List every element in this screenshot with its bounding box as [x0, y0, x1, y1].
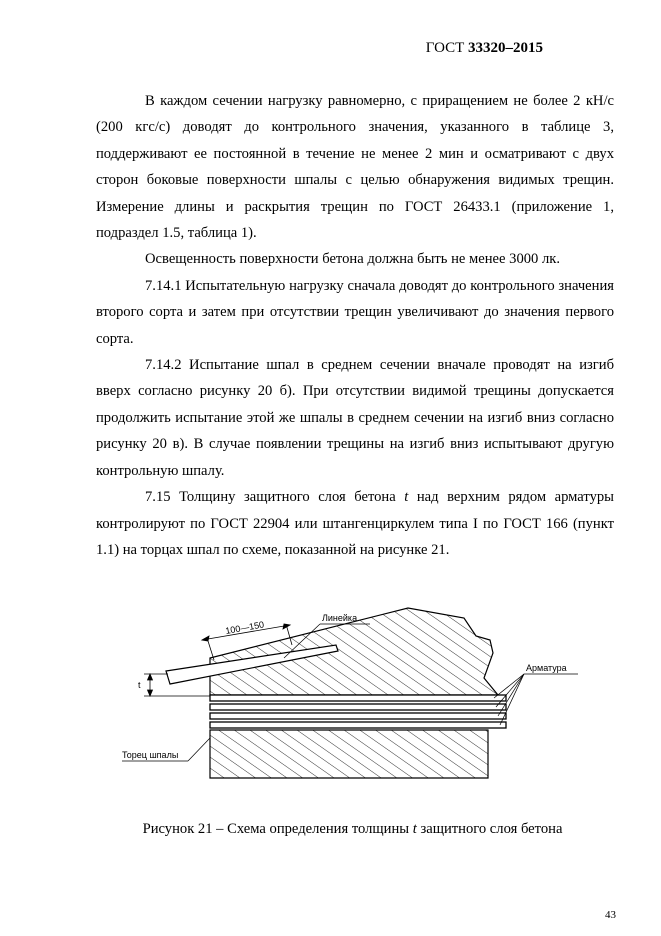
- header-prefix: ГОСТ: [425, 40, 468, 56]
- page-number: 43: [605, 909, 616, 921]
- paragraph-7-14-2: 7.14.2 Испытание шпал в среднем сечении вначале проводят на изгиб вверх согласно рисунку 20 б). При отсутствии видимой трещины допускается продолжить испытание этой же шпалы в среднем сечении на изгиб вниз согласно рисунку 20 в). В случае появлении трещины на изгиб вниз испытывают другую контрольную шпалу.: [96, 357, 614, 479]
- paragraph-illumination: Освещенность поверхности бетона должна быть не менее 3000 лк.: [145, 251, 561, 268]
- figure-21-diagram: [108, 598, 588, 798]
- header-standard-number: 33320–2015: [468, 40, 543, 56]
- thickness-label: t: [138, 680, 141, 690]
- paragraph-7-15: 7.15 Толщину защитного слоя бетона t над верхним рядом арматуры контролируют по ГОСТ 22904 или штангенциркулем типа I по ГОСТ 166 (пункт 1.1) на торцах шпал по схеме, показанной на рисунке 21.: [96, 489, 614, 558]
- cover-thickness-scheme: [108, 598, 588, 798]
- variable-t: t: [404, 489, 409, 506]
- rebar-label: Арматура: [526, 663, 567, 673]
- reinforcement-layers: [210, 695, 506, 728]
- paragraph-load-procedure: В каждом сечении нагрузку равномерно, с приращением не более 2 кН/с (200 кгс/с) доводят до контрольного значения, указанного в таблице 3, поддерживают ее постоянной в течение не менее 2 мин и осматривают с двух сторон боковые поверхности шпалы с целью обнаружения видимых трещин. Измерение длины и раскрытия трещин по ГОСТ 26433.1 (приложение 1, подраздел 1.5, таблица 1).: [96, 93, 614, 242]
- body-text: [96, 88, 614, 563]
- dimension-label: 100—150: [224, 619, 265, 636]
- figure-caption: Рисунок 21 – Схема определения толщины t защитного слоя бетона: [142, 821, 563, 837]
- document-header: [426, 40, 543, 57]
- ruler-label: Линейка: [322, 613, 358, 623]
- end-leader: [188, 738, 210, 761]
- sleeper-end-label: Торец шпалы: [122, 750, 179, 760]
- caption-variable-t: t: [412, 821, 417, 837]
- paragraph-7-14-1: 7.14.1 Испытательную нагрузку сначала доводят до контрольного значения второго сорта и затем при отсутствии трещин увеличивают до значения первого сорта.: [96, 277, 614, 347]
- sleeper-lower-concrete: [210, 730, 488, 778]
